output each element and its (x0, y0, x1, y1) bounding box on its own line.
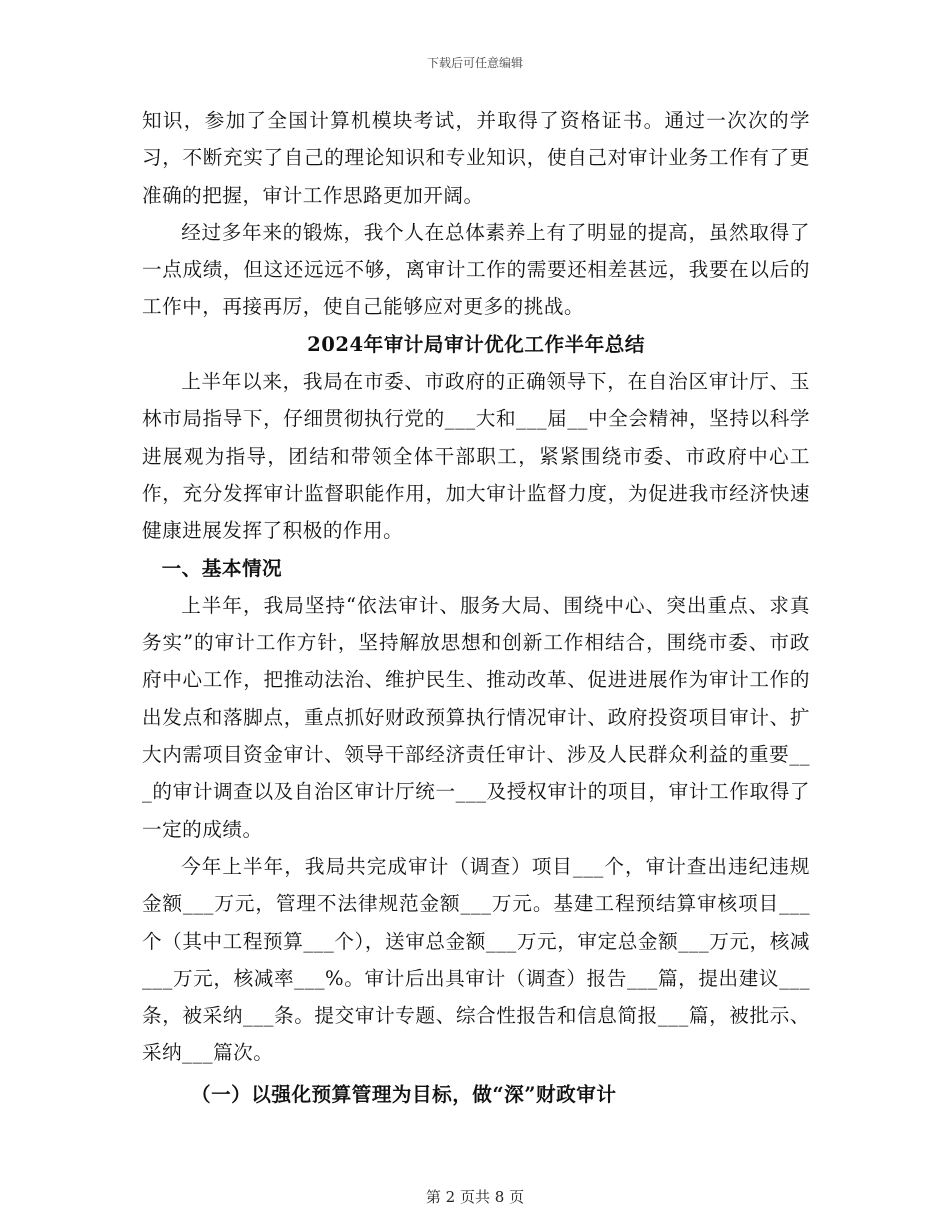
page-footer: 第 2 页共 8 页 (425, 1188, 525, 1206)
document-body (142, 102, 810, 1113)
section-heading: 一、基本情况 (161, 556, 283, 580)
paragraph-continuation: 知识，参加了全国计算机模块考试，并取得了资格证书。通过一次次的学习，不断充实了自己的理论知识和专业知识，使自己对审计业务工作有了更准确的把握，审计工作思路更加开阔。 (142, 109, 810, 207)
paragraph-body: 上半年以来，我局在市委、市政府的正确领导下，在自治区审计厅、玉林市局指导下，仔细贯彻执行党的___大和___届__中全会精神，坚持以科学进展观为指导，团结和带领全体干部职工，紧紧围绕市委、市政府中心工作，充分发挥审计监督职能作用，加大审计监督力度，为促进我市经济快速健康进展发挥了积极的作用。 (142, 370, 810, 543)
subsection-heading: （一）以强化预算管理为目标，做“深”财政审计 (191, 1082, 617, 1106)
page-header: 下载后可任意编辑 (426, 56, 523, 70)
paragraph-body: 经过多年来的锻炼，我个人在总体素养上有了明显的提高，虽然取得了一点成绩，但这还远远不够，离审计工作的需要还相差甚远，我要在以后的工作中，再接再厉，使自己能够应对更多的挑战。 (142, 220, 810, 319)
document-title: 2024年审计局审计优化工作半年总结 (307, 332, 645, 356)
paragraph-body: 上半年，我局坚持“依法审计、服务大局、围绕中心、突出重点、求真务实”的审计工作方针，坚持解放思想和创新工作相结合，围绕市委、市政府中心工作，把推动法治、维护民生、推动改革、促进进展作为审计工作的出发点和落脚点，重点抓好财政预算执行情况审计、政府投资项目审计、扩大内需项目资金审计、领导干部经济责任审计、涉及人民群众利益的重要___的审计调查以及自治区审计厅统一___及授权审计的项目，审计工作取得了一定的成绩。 (142, 593, 810, 841)
paragraph-body: 今年上半年，我局共完成审计（调查）项目___个，审计查出违纪违规金额___万元，管理不法律规范金额___万元。基建工程预结算审核项目___个（其中工程预算___个），送审总金额___万元，审定总金额___万元，核减___万元，核减率___%。审计后出具审计（调查）报告___篇，提出建议___条，被采纳___条。提交审计专题、综合性报告和信息简报___篇，被批示、采纳___篇次。 (142, 854, 810, 1065)
